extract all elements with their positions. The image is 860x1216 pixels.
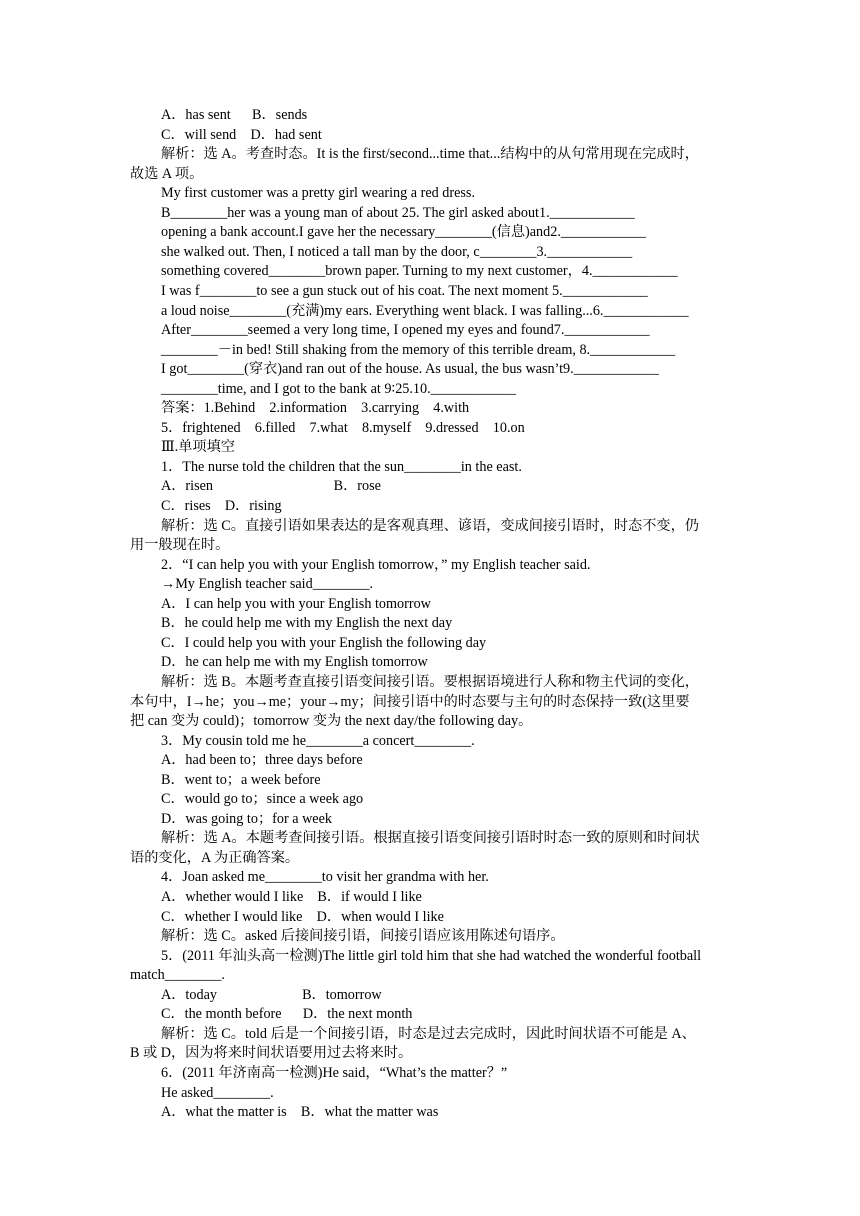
text-line: C．I could help you with your English the following day [161,634,487,651]
text-line: B．he could help me with my English the next day [161,615,453,632]
text-line: 4．Joan asked me________to visit her grandma with her. [161,869,489,886]
text-line: C．whether I would like D．when would I like [161,908,444,925]
text-line: D．was going to；for a week [161,810,332,827]
text-line: 解析：选 B。本题考查直接引语变间接引语。要根据语境进行人称和物主代词的变化， [161,673,699,690]
text-line: ________time, and I got to the bank at 9∶25.10.____________ [161,380,516,397]
text-line: C．the month before D．the next month [161,1006,413,1023]
text-line: 5．frightened 6.filled 7.what 8.myself 9.dressed 10.on [161,419,525,436]
text-line: opening a bank account.I gave her the necessary________(信息)and2.____________ [161,224,646,241]
text-line: D．he can help me with my English tomorrow [161,654,428,671]
text-line: 解析：选 A。本题考查间接引语。根据直接引语变间接引语时时态一致的原则和时间状 [161,830,700,847]
text-line: she walked out. Then, I noticed a tall man by the door, c________3.____________ [161,243,633,260]
text-line: 5．(2011 年汕头高一检测)The little girl told him that she had watched the wonderful football [161,947,702,964]
text-line: A．whether would I like B．if would I like [161,889,422,905]
text-line: 把 can 变为 could)；tomorrow 变为 the next day/the following day。 [130,713,533,730]
text-line: He asked________. [161,1084,274,1101]
text-line: C．would go to；since a week ago [161,791,364,808]
text-line: I got________(穿衣)and ran out of the house. As usual, the bus wasn’t9.____________ [161,361,659,378]
text-line: A．has sent B．sends [161,107,308,123]
text-line: 1．The nurse told the children that the sun________in the east. [161,458,522,475]
text-line: 解析：选 C。asked 后接间接引语，间接引语应该用陈述句语序。 [161,928,565,945]
text-line: After________seemed a very long time, I opened my eyes and found7.____________ [161,322,650,339]
text-line: 3．My cousin told me he________a concert________. [161,732,475,749]
text-line: 本句中，I→he；you→me；your→my；间接引语中的时态要与主句的时态保持一致(这里要 [130,693,690,710]
text-line: 2．“I can help you with your English tomorrow，” my English teacher said. [161,556,591,573]
text-line: 语的变化，A 为正确答案。 [130,849,300,866]
text-line: I was f________to see a gun stuck out of his coat. The next moment 5.____________ [161,282,648,299]
text-line: B 或 D，因为将来时间状语要用过去将来时。 [130,1045,413,1062]
text-line: match________. [130,967,225,984]
text-line: something covered________brown paper. Turning to my next customer，4.____________ [161,263,678,280]
text-line: 解析：选 C。told 后是一个间接引语，时态是过去完成时，因此时间状语不可能是 A、 [161,1025,696,1042]
text-line: A．what the matter is B．what the matter was [161,1104,439,1121]
text-line: My first customer was a pretty girl wearing a red dress. [161,185,476,202]
text-line: ________－in bed! Still shaking from the memory of this terrible dream, 8.____________ [161,341,676,358]
text-line: C．rises D．rising [161,498,282,514]
text-line: A．today B．tomorrow [161,986,382,1003]
text-line: 答案：1.Behind 2.information 3.carrying 4.with [161,400,470,417]
text-line: →My English teacher said________. [161,576,373,593]
text-line: A．risen B．rose [161,478,381,495]
text-line: 故选 A 项。 [130,165,204,182]
text-line: A．I can help you with your English tomorrow [161,595,431,612]
text-line: C．will send D．had sent [161,126,322,143]
text-line: 解析：选 A。考查时态。It is the first/second...time that...结构中的从句常用现在完成时， [161,146,699,163]
text-line: A．had been to；three days before [161,752,363,769]
text-line: a loud noise________(充满)my ears. Everything went black. I was falling...6.____________ [161,302,689,319]
text-line: B________her was a young man of about 25. The girl asked about1.____________ [161,204,635,221]
text-line: 用一般现在时。 [130,537,230,554]
text-line: 6．(2011 年济南高一检测)He said，“What’s the matter？” [161,1064,508,1081]
text-line: 解析：选 C。直接引语如果表达的是客观真理、谚语，变成间接引语时，时态不变，仍 [161,517,699,534]
text-line: Ⅲ.单项填空 [161,439,235,456]
text-line: B．went to；a week before [161,771,321,788]
